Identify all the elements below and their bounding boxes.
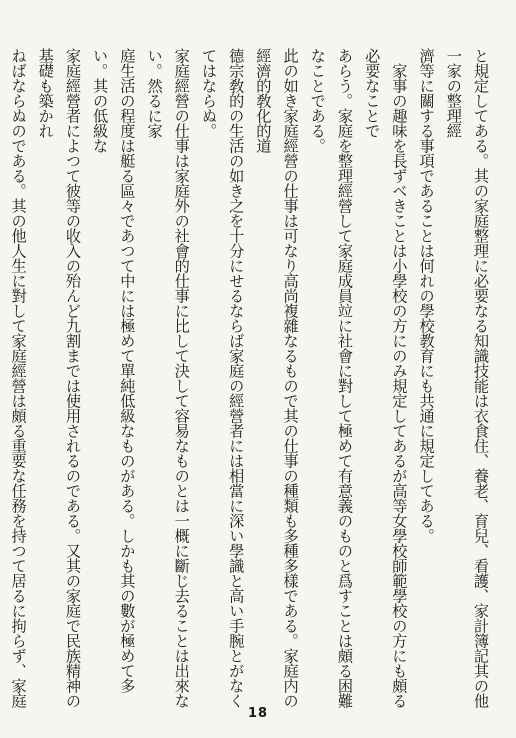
text-line: ねばならぬのである。其の他人生に對して家庭經營は頗る重要な任務を持つて居るに拘らず、家庭 (9, 48, 28, 708)
text-line: と規定してある。其の家庭整理に必要なる知識技能は衣食住、養老、育兒、看護、家計簿記其の他一家の整理經 (444, 48, 490, 708)
text-line: 此の如き家庭經營の仕事は可なり高尚複雜なるもので其の仕事の種類も多種多樣である。家庭内の經濟的敎化的道 (254, 48, 300, 708)
text-line: 家庭經營の仕事は家庭外の社會的仕事に比して決して容易なものとは一概に斷じ去ることは出來ない。然るに家 (145, 48, 191, 708)
page-number: 18 (247, 706, 269, 721)
body-text (0, 48, 494, 708)
text-line: 家事の趣味を長ずべきことは小學校の方にのみ規定してあるが高等女學校師範學校の方にも頗る必要なことで (363, 48, 409, 708)
text-line: 庭生活の程度は艇る區々であつて中には極めて單純低級なものがある。しかも其の數が極めて多い。其の低級な (91, 48, 137, 693)
text-line: 德宗敎的の生活の如き之を十分にせるならば家庭の經營者には相當に深い學識と高い手腕とがなくてはならぬ。 (199, 48, 246, 708)
text-line: 家庭經營者によつて彼等の收入の殆んど九割までは使用されるのである。又其の家庭で民族精神の基礎も築かれ (36, 48, 82, 708)
text-line: あらう。家庭を整理經營して家庭成員竝に社會に對して極めて有意義のものと爲すことは頗る困難なことである。 (308, 48, 354, 708)
text-line: 濟等に關する事項であることは何れの學校教育にも共通に規定してある。 (417, 48, 436, 543)
